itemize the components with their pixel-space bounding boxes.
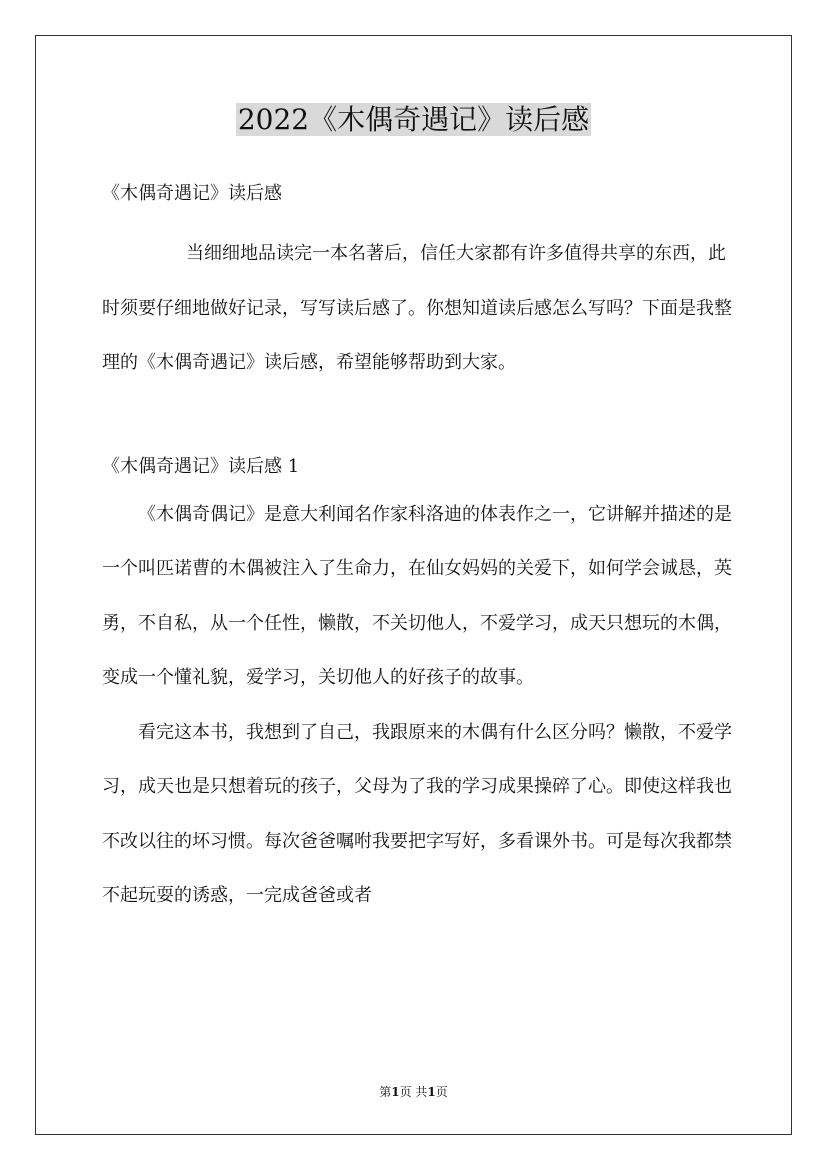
document-title-text: 2022《木偶奇遇记》读后感 [237, 103, 590, 136]
page-current: 1 [391, 1085, 400, 1099]
page-footer [0, 1084, 827, 1100]
body-paragraph: 《木偶奇偶记》是意大利闻名作家科洛迪的体表作之一，它讲解并描述的是一个叫匹诺曹的木偶被注入了生命力，在仙女妈妈的关爱下，如何学会诚恳，英勇，不自私，从一个任性，懒散，不关切他人，不爱学习，成天只想玩的木偶，变成一个懂礼貌，爱学习，关切他人的好孩子的故事。 [102, 503, 732, 688]
page-label-suffix: 页 [435, 1085, 448, 1099]
body-paragraph: 看完这本书，我想到了自己，我跟原来的木偶有什么区分吗？懒散，不爱学习，成天也是只想着玩的孩子，父母为了我的学习成果操碎了心。即使这样我也不改以往的坏习惯。每次爸爸嘱咐我要把字写好，多看课外书。可是每次我都禁不起玩耍的诱惑，一完成爸爸或者 [102, 721, 732, 906]
document-subtitle: 《木偶奇遇记》读后感 [102, 183, 282, 204]
document-title [0, 100, 827, 140]
page-label-mid: 页 共 [399, 1085, 428, 1099]
section-heading: 《木偶奇遇记》读后感 1 [102, 455, 300, 477]
page-label-prefix: 第 [379, 1085, 392, 1099]
intro-paragraph: 当细细地品读完一本名著后，信任大家都有许多值得共享的东西，此时须要仔细地做好记录，写写读后感了。你想知道读后感怎么写吗？下面是我整理的《木偶奇遇记》读后感，希望能够帮助到大家。 [102, 243, 732, 373]
document-body [102, 172, 732, 924]
page-total: 1 [427, 1085, 436, 1099]
